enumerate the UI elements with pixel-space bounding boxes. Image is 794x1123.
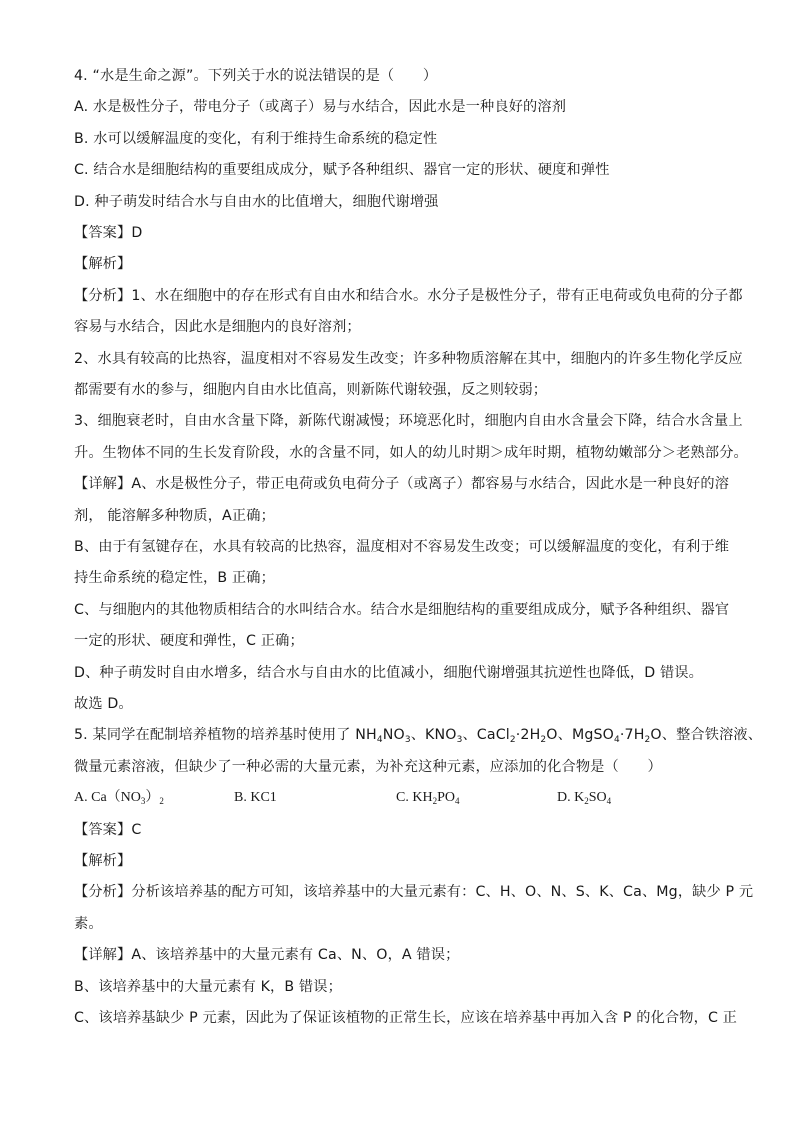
q5-option-a-text: A. Ca（NO (74, 790, 141, 805)
question-4-analysis-line: 2、水具有较高的比热容，温度相对不容易发生改变；许多种物质溶解在其中，细胞内的许多生物化学反应 (74, 351, 743, 367)
q5-option-d-subscript: 4 (606, 796, 612, 806)
q5-stem-subscript: 2 (540, 735, 547, 745)
q5-stem-text: ·7H (619, 727, 645, 743)
question-4-analysis-line: 3、细胞衰老时，自由水含量下降，新陈代谢减慢；环境恶化时，细胞内自由水含量会下降，结合水含量上 (74, 413, 743, 429)
q5-stem-subscript: 4 (613, 735, 620, 745)
question-5-option-a (74, 788, 164, 808)
question-4-option-d: D. 种子萌发时结合水与自由水的比值增大，细胞代谢增强 (74, 194, 439, 210)
question-4-answer: 【答案】D (74, 225, 143, 241)
q5-stem-subscript: 2 (644, 735, 651, 745)
q5-stem-subscript: 4 (376, 735, 383, 745)
q5-stem-text: 、KNO (410, 727, 457, 743)
question-5-analysis-line: 素。 (74, 916, 103, 932)
question-5-option-b: B. KC1 (234, 790, 277, 805)
question-4-analysis-line: B、由于有氢键存在，水具有较高的比热容，温度相对不容易发生改变；可以缓解温度的变化，有利于维 (74, 539, 730, 555)
question-5-stem-line-2: 微量元素溶液，但缺少了一种必需的大量元素，为补充这种元素，应添加的化合物是（ ） (74, 759, 662, 775)
q5-stem-text: O、整合铁溶液、 (650, 727, 763, 743)
q5-stem-text: NO (382, 727, 405, 743)
question-4-analysis-line: 【分析】1、水在细胞中的存在形式有自由水和结合水。水分子是极性分子，带有正电荷或负电荷的分子都 (74, 288, 743, 304)
question-4-analysis-line: 升。生物体不同的生长发育阶段，水的含量不同，如人的幼儿时期＞成年时期，植物幼嫩部分＞老熟部分。 (74, 445, 748, 461)
question-5-analysis-line: C、该培养基缺少 P 元素，因此为了保证该植物的正常生长，应该在培养基中再加入含 P 的化合物，C 正 (74, 1010, 738, 1026)
question-4-analysis-line: D、种子萌发时自由水增多，结合水与自由水的比值减小，细胞代谢增强其抗逆性也降低，D 错误。 (74, 665, 703, 681)
q5-stem-subscript: 3 (456, 735, 463, 745)
question-5-option-c (396, 788, 459, 808)
q5-option-c-text: C. KH (396, 790, 433, 805)
q5-option-d-text: D. K (557, 790, 585, 805)
q5-stem-text: 5. 某同学在配制培养植物的培养基时使用了 NH (74, 727, 377, 743)
q5-stem-text: ·2H (515, 727, 541, 743)
q5-option-a-text: ） (145, 790, 160, 805)
q5-stem-subscript: 3 (404, 735, 411, 745)
question-5-analysis-line: B、该培养基中的大量元素有 K，B 错误； (74, 979, 342, 995)
q5-option-a-subscript: 2 (159, 796, 164, 806)
question-4-stem: 4. “水是生命之源”。下列关于水的说法错误的是（ ） (74, 68, 438, 84)
question-4-option-b: B. 水可以缓解温度的变化，有利于维持生命系统的稳定性 (74, 131, 438, 147)
question-4-analysis-line: 故选 D。 (74, 696, 133, 712)
q5-option-c-subscript: 2 (432, 796, 438, 806)
question-4-analysis-line: 一定的形状、硬度和弹性，C 正确； (74, 633, 304, 649)
question-4-analysis-line: 【详解】A、水是极性分子，带正电荷或负电荷分子（或离子）都容易与水结合，因此水是一种良好的溶 (74, 476, 730, 492)
q5-stem-text: O、MgSO (546, 727, 614, 743)
question-4-analysis-line: 持生命系统的稳定性，B 正确； (74, 570, 275, 586)
question-5-answer: 【答案】C (74, 822, 142, 838)
question-4-analysis-line: C、与细胞内的其他物质相结合的水叫结合水。结合水是细胞结构的重要组成成分，赋予各种组织、器官 (74, 602, 730, 618)
question-5-analysis-heading: 【解析】 (74, 853, 132, 869)
q5-stem-text: 、CaCl (462, 727, 510, 743)
question-5-analysis-line: 【分析】分析该培养基的配方可知，该培养基中的大量元素有：C、H、O、N、S、K、Ca、Mg，缺少 P 元 (74, 884, 754, 900)
question-5-analysis-line: 【详解】A、该培养基中的大量元素有 Ca、N、O，A 错误； (74, 947, 460, 963)
question-4-analysis-heading: 【解析】 (74, 256, 132, 272)
question-4-analysis-line: 剂， 能溶解多种物质，A正确； (74, 508, 275, 524)
q5-option-c-text: PO (437, 790, 455, 805)
q5-option-d-subscript: 2 (584, 796, 589, 806)
question-5-stem (74, 725, 762, 745)
question-4-analysis-line: 都需要有水的参与，细胞内自由水比值高，则新陈代谢较强，反之则较弱； (74, 382, 548, 398)
question-4-option-a: A. 水是极性分子，带电分子（或离子）易与水结合，因此水是一种良好的溶剂 (74, 99, 567, 115)
q5-option-c-subscript: 4 (454, 796, 460, 806)
q5-option-a-subscript: 3 (140, 796, 146, 806)
question-5-option-d (557, 788, 611, 808)
question-4-option-c: C. 结合水是细胞结构的重要组成成分，赋予各种组织、器官一定的形状、硬度和弹性 (74, 162, 610, 178)
q5-option-d-text: SO (588, 790, 607, 805)
question-4-analysis-line: 容易与水结合，因此水是细胞内的良好溶剂； (74, 319, 361, 335)
q5-stem-subscript: 2 (509, 735, 516, 745)
